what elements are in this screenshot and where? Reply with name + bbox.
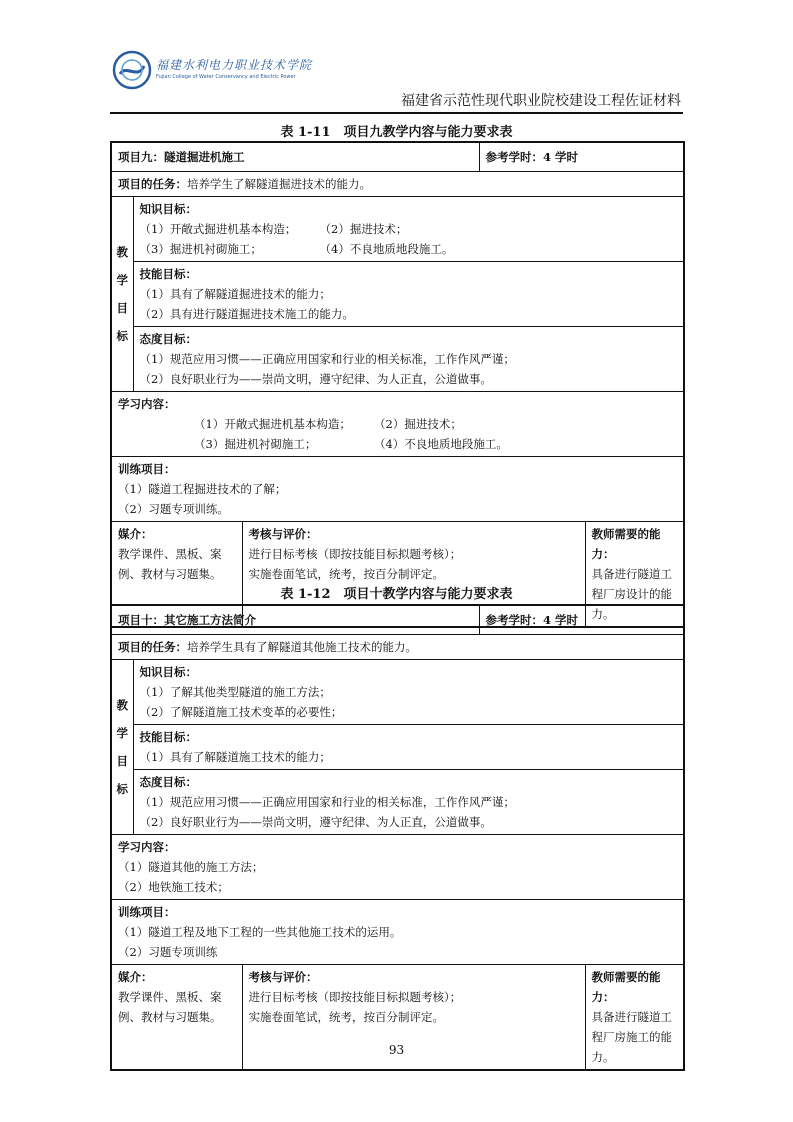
- table1-caption: 表 1-11 项目九教学内容与能力要求表: [280, 125, 513, 140]
- table1-skill-row: [111, 262, 684, 327]
- table2-caption: 表 1-12 项目十教学内容与能力要求表: [280, 587, 513, 602]
- table1-media-text: 教学课件、黑板、案例、教材与习题集。: [118, 547, 222, 581]
- table1-training-title: 训练项目：: [118, 462, 176, 476]
- table1-task-label: 项目的任务：: [118, 177, 187, 191]
- table2-attitude-row: [111, 770, 684, 835]
- list-item: （2）了解隧道施工技术变革的必要性；: [139, 705, 343, 719]
- table2-content-row: [111, 835, 684, 900]
- document-header-title: 福建省示范性现代职业院校建设工程佐证材料: [401, 93, 681, 109]
- table1-project-name: 项目九：隧道掘进机施工: [111, 142, 479, 172]
- list-item: （1）隧道工程及地下工程的一些其他施工技术的运用。: [118, 925, 402, 939]
- table1-training-row: [111, 457, 684, 522]
- table2-media-text: 教学课件、黑板、案例、教材与习题集。: [118, 990, 222, 1024]
- table2-assess-title: 考核与评价：: [248, 970, 318, 984]
- table1-content-row: [111, 392, 684, 457]
- list-item: （3）掘进机衬砌施工； （4）不良地质地段施工。: [139, 242, 454, 256]
- list-item: （3）掘进机衬砌施工； （4）不良地质地段施工。: [194, 437, 508, 451]
- table1-skill-title: 技能目标：: [139, 267, 197, 281]
- list-item: 实施卷面笔试，统考，按百分制评定。: [248, 1010, 444, 1024]
- list-item: 进行目标考核（即按技能目标拟题考核）；: [248, 990, 462, 1004]
- list-item: （2）具有进行隧道掘进技术施工的能力。: [139, 307, 354, 321]
- table2-skill-row: [111, 725, 684, 770]
- table2-training-row: [111, 900, 684, 965]
- logo-chinese-name: 福建水利电力职业技术学院: [156, 58, 313, 72]
- list-item: （1）规范应用习惯——正确应用国家和行业的相关标准，工作作风严谨；: [139, 795, 515, 809]
- table1-task-text: 培养学生了解隧道掘进技术的能力。: [187, 177, 371, 191]
- table2-knowledge-title: 知识目标：: [139, 665, 197, 679]
- table1-content-title: 学习内容：: [118, 397, 176, 411]
- list-item: （1）了解其他类型隧道的施工方法；: [139, 685, 331, 699]
- page-number: 93: [388, 1043, 405, 1057]
- college-logo: [112, 50, 312, 92]
- list-item: （2）良好职业行为——崇尚文明，遵守纪律、为人正直，公道做事。: [139, 815, 492, 829]
- table1-hours: 参考学时：4 学时: [479, 142, 684, 172]
- table2-attitude-title: 态度目标：: [139, 775, 197, 789]
- list-item: 进行目标考核（即按技能目标拟题考核）；: [248, 547, 462, 561]
- table1-header-row: [111, 142, 684, 172]
- table1-teacher-title: 教师需要的能力：: [591, 527, 661, 561]
- table2-hours: 参考学时：4 学时: [479, 605, 684, 635]
- table2-media-title: 媒介：: [118, 970, 153, 984]
- table2: [110, 604, 685, 1071]
- table1-knowledge-row: [111, 197, 684, 262]
- header-divider: [110, 112, 683, 114]
- table2-task-text: 培养学生具有了解隧道其他施工技术的能力。: [187, 640, 417, 654]
- table2-task-label: 项目的任务：: [118, 640, 187, 654]
- table2-objectives-side-label: 教 学 目 标: [111, 660, 133, 835]
- list-item: （2）地铁施工技术；: [118, 880, 229, 894]
- table2-training-title: 训练项目：: [118, 905, 176, 919]
- table2-teacher-title: 教师需要的能力：: [591, 970, 661, 1004]
- list-item: （1）具有了解隧道施工技术的能力；: [139, 750, 331, 764]
- table1: [110, 141, 685, 628]
- list-item: （1）隧道工程掘进技术的了解；: [118, 482, 287, 496]
- list-item: （2）习题专项训练。: [118, 502, 229, 516]
- list-item: （2）习题专项训练: [118, 945, 218, 959]
- table1-teacher-text: 具备进行隧道工程厂房设计的能力。: [591, 567, 673, 621]
- table1-task-row: [111, 172, 684, 197]
- college-emblem-icon: [112, 50, 152, 90]
- table1-assess-title: 考核与评价：: [248, 527, 318, 541]
- table1-objectives-side-label: 教 学 目 标: [111, 197, 133, 392]
- table1-knowledge-title: 知识目标：: [139, 202, 197, 216]
- table1-attitude-title: 态度目标：: [139, 332, 197, 346]
- list-item: （1）隧道其他的施工方法；: [118, 860, 264, 874]
- list-item: （1）规范应用习惯——正确应用国家和行业的相关标准，工作作风严谨；: [139, 352, 515, 366]
- table2-header-row: [111, 605, 684, 635]
- table1-attitude-row: [111, 327, 684, 392]
- table2-task-row: [111, 635, 684, 660]
- list-item: （2）良好职业行为——崇尚文明，遵守纪律、为人正直，公道做事。: [139, 372, 492, 386]
- table2-content-title: 学习内容：: [118, 840, 176, 854]
- list-item: 实施卷面笔试，统考，按百分制评定。: [248, 567, 444, 581]
- table2-skill-title: 技能目标：: [139, 730, 197, 744]
- table2-teacher-text: 具备进行隧道工程厂房施工的能力。: [591, 1010, 672, 1064]
- logo-english-name: Fujian College of Water Conservancy and Electric Power: [156, 74, 296, 80]
- list-item: （1）开敞式掘进机基本构造； （2）掘进技术；: [139, 222, 408, 236]
- table2-project-name: 项目十：其它施工方法简介: [111, 605, 479, 635]
- table1-media-title: 媒介：: [118, 527, 153, 541]
- list-item: （1）具有了解隧道掘进技术的能力；: [139, 287, 331, 301]
- table2-knowledge-row: [111, 660, 684, 725]
- list-item: （1）开敞式掘进机基本构造； （2）掘进技术；: [194, 417, 462, 431]
